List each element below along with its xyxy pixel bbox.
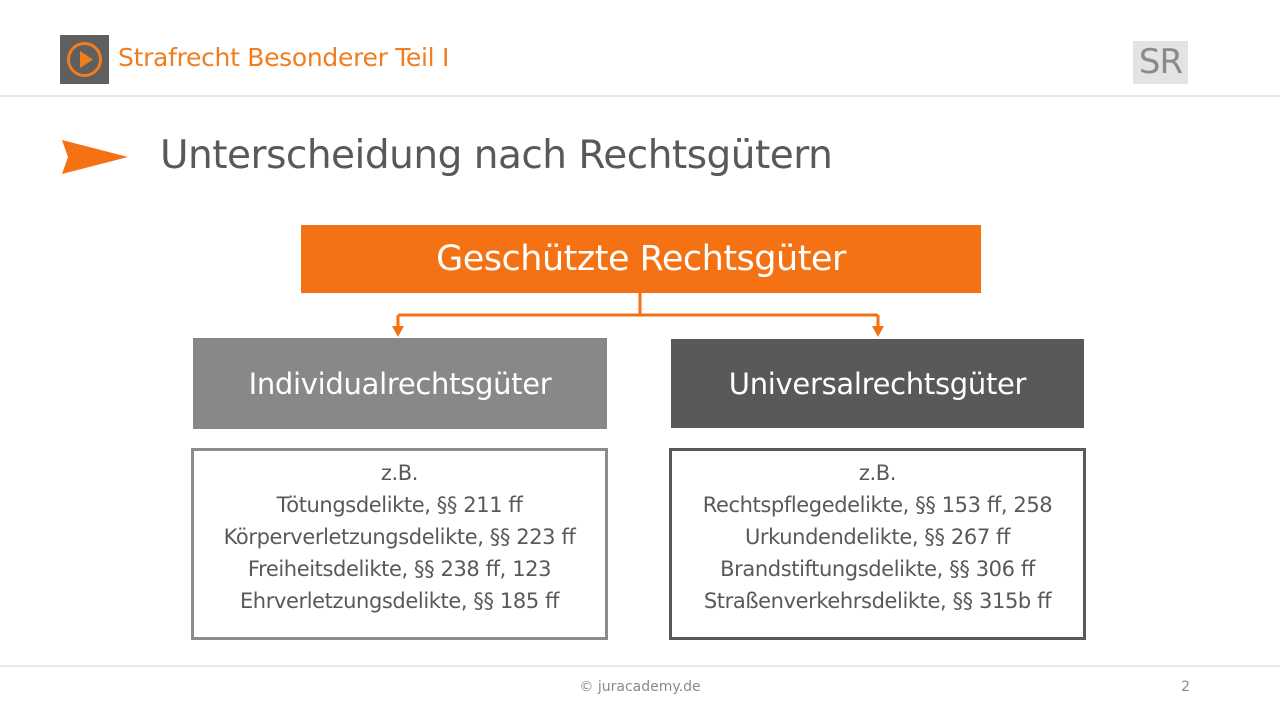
footer-divider xyxy=(0,665,1280,667)
branch-node-individual xyxy=(193,338,607,429)
page-number: 2 xyxy=(1181,679,1190,695)
examples-box-individual xyxy=(191,448,608,640)
examples-box-universal xyxy=(669,448,1086,640)
course-badge: SR xyxy=(1133,41,1188,84)
footer-copyright: © juracademy.de xyxy=(579,679,701,695)
example-item: Brandstiftungsdelikte, §§ 306 ff xyxy=(720,557,1035,581)
example-item: Ehrverletzungsdelikte, §§ 185 ff xyxy=(239,589,560,613)
root-node-label: Geschützte Rechtsgüter xyxy=(436,239,846,279)
slide-title: Unterscheidung nach Rechtsgütern xyxy=(160,133,833,178)
branch-node-universal xyxy=(671,339,1084,428)
examples-intro: z.B. xyxy=(858,461,897,485)
example-item: Körperverletzungsdelikte, §§ 223 ff xyxy=(223,525,576,549)
arrowhead-right-icon xyxy=(872,326,884,337)
branch-node-label: Universalrechtsgüter xyxy=(728,366,1027,401)
course-title: Strafrecht Besonderer Teil I xyxy=(118,43,450,72)
root-node xyxy=(301,225,981,293)
example-item: Freiheitsdelikte, §§ 238 ff, 123 xyxy=(247,557,552,581)
example-item: Rechtspflegedelikte, §§ 153 ff, 258 xyxy=(702,493,1053,517)
example-item: Tötungsdelikte, §§ 211 ff xyxy=(276,493,523,517)
arrowhead-left-icon xyxy=(392,326,404,337)
examples-intro: z.B. xyxy=(380,461,419,485)
example-item: Urkundendelikte, §§ 267 ff xyxy=(744,525,1011,549)
branch-node-label: Individualrechtsgüter xyxy=(248,366,552,401)
example-item: Straßenverkehrsdelikte, §§ 315b ff xyxy=(703,589,1052,613)
